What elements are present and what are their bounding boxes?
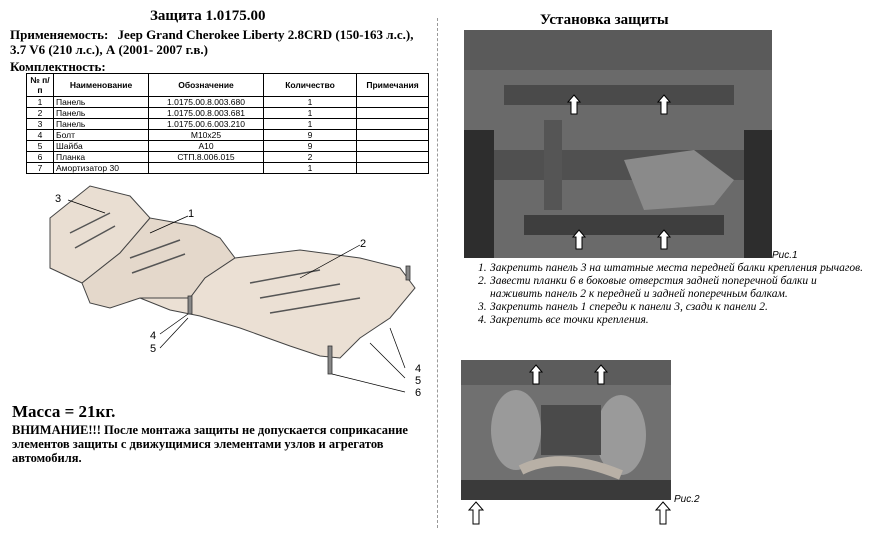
applicability-text: Jeep Grand Cherokee Liberty 2.8CRD (150-163 л.с.), 3.7 V6 (210 л.с.), А (2001- 2007 г.в.) — [10, 27, 414, 57]
cell-quantity: 9 — [264, 141, 357, 152]
cell-name: Панель — [54, 119, 149, 130]
cell-num: 5 — [27, 141, 54, 152]
cell-quantity: 1 — [264, 108, 357, 119]
cell-quantity: 1 — [264, 119, 357, 130]
step-num: 2. — [478, 275, 487, 287]
arrow-up-icon — [469, 502, 483, 524]
fig2-caption: Рис.2 — [674, 494, 700, 505]
cell-designation: M10x25 — [149, 130, 264, 141]
photo-fig1 — [464, 30, 772, 258]
cell-designation: 1.0175.00.6.003.210 — [149, 119, 264, 130]
mass-text: Масса = 21кг. — [12, 402, 116, 421]
col-header-name: Наименование — [54, 74, 149, 97]
step-text: Закрепить все точки крепления. — [490, 314, 649, 326]
arrow-up-icon — [656, 502, 670, 524]
cell-name: Планка — [54, 152, 149, 163]
callout-4-right: 4 — [415, 363, 422, 375]
table-row — [27, 97, 429, 108]
photo-fig2 — [461, 360, 671, 500]
table-row — [27, 108, 429, 119]
cell-num: 3 — [27, 119, 54, 130]
cell-notes — [357, 152, 429, 163]
cell-num: 2 — [27, 108, 54, 119]
cell-name: Панель — [54, 97, 149, 108]
applicability — [10, 27, 430, 57]
table-header-row — [27, 74, 429, 97]
cell-name: Болт — [54, 130, 149, 141]
cell-quantity: 2 — [264, 152, 357, 163]
column-divider — [437, 18, 439, 528]
cell-quantity: 1 — [264, 163, 357, 174]
cell-designation: A10 — [149, 141, 264, 152]
assembly-svg — [20, 178, 430, 400]
table-row — [27, 152, 429, 163]
cell-designation: 1.0175.00.8.003.681 — [149, 108, 264, 119]
table-row — [27, 119, 429, 130]
callout-1: 1 — [188, 208, 195, 220]
table-row — [27, 141, 429, 152]
callout-6-right: 6 — [415, 387, 422, 399]
cell-name: Шайба — [54, 141, 149, 152]
install-steps — [478, 262, 863, 327]
cell-num: 1 — [27, 97, 54, 108]
callout-3: 3 — [55, 193, 62, 205]
install-title: Установка защиты — [540, 12, 669, 28]
doc-title: Защита 1.0175.00 — [150, 8, 266, 24]
cell-name: Амортизатор 30 — [54, 163, 149, 174]
cell-notes — [357, 163, 429, 174]
table-row — [27, 130, 429, 141]
cell-num: 4 — [27, 130, 54, 141]
callout-4-left: 4 — [150, 330, 157, 342]
step-num: 1. — [478, 262, 487, 274]
cell-designation — [149, 163, 264, 174]
cell-notes — [357, 108, 429, 119]
assembly-drawing — [20, 178, 430, 400]
cell-quantity: 1 — [264, 97, 357, 108]
cell-name: Панель — [54, 108, 149, 119]
callout-2: 2 — [360, 238, 367, 250]
cell-num: 7 — [27, 163, 54, 174]
col-header-notes: Примечания — [357, 74, 429, 97]
table-row — [27, 163, 429, 174]
photo-fig1-svg — [464, 30, 772, 258]
kit-label: Комплектность: — [10, 59, 106, 74]
callout-5-left: 5 — [150, 343, 157, 355]
step-item — [478, 275, 863, 301]
step-text: Закрепить панель 3 на штатные места передней балки крепления рычагов. — [490, 262, 863, 274]
callout-5-right: 5 — [415, 375, 422, 387]
step-text: Закрепить панель 1 спереди к панели 3, сзади к панели 2. — [490, 301, 768, 313]
cell-notes — [357, 119, 429, 130]
step-item — [478, 314, 863, 327]
applicability-label: Применяемость: — [10, 27, 109, 42]
cell-num: 6 — [27, 152, 54, 163]
step-item — [478, 301, 863, 314]
cell-designation: 1.0175.00.8.003.680 — [149, 97, 264, 108]
parts-table — [26, 73, 429, 174]
col-header-num: № п/п — [27, 74, 54, 97]
fig1-caption: Рис.1 — [772, 250, 798, 261]
cell-designation: СТП.8.006.015 — [149, 152, 264, 163]
step-num: 3. — [478, 301, 487, 313]
fig2-bottom-arrows — [468, 500, 678, 530]
step-text: Завести планки 6 в боковые отверстия задней поперечной балки и наживить панель 2 к передней и задней поперечным балкам. — [490, 275, 817, 300]
cell-quantity: 9 — [264, 130, 357, 141]
col-header-quantity: Количество — [264, 74, 357, 97]
step-item — [478, 262, 863, 275]
col-header-designation: Обозначение — [149, 74, 264, 97]
cell-notes — [357, 141, 429, 152]
photo-fig2-svg — [461, 360, 671, 500]
cell-notes — [357, 97, 429, 108]
step-num: 4. — [478, 314, 487, 326]
warning-text: ВНИМАНИЕ!!! После монтажа защиты не допускается соприкасание элементов защиты с движущимися элементами узлов и агрегатов автомобиля. — [12, 423, 408, 465]
cell-notes — [357, 130, 429, 141]
